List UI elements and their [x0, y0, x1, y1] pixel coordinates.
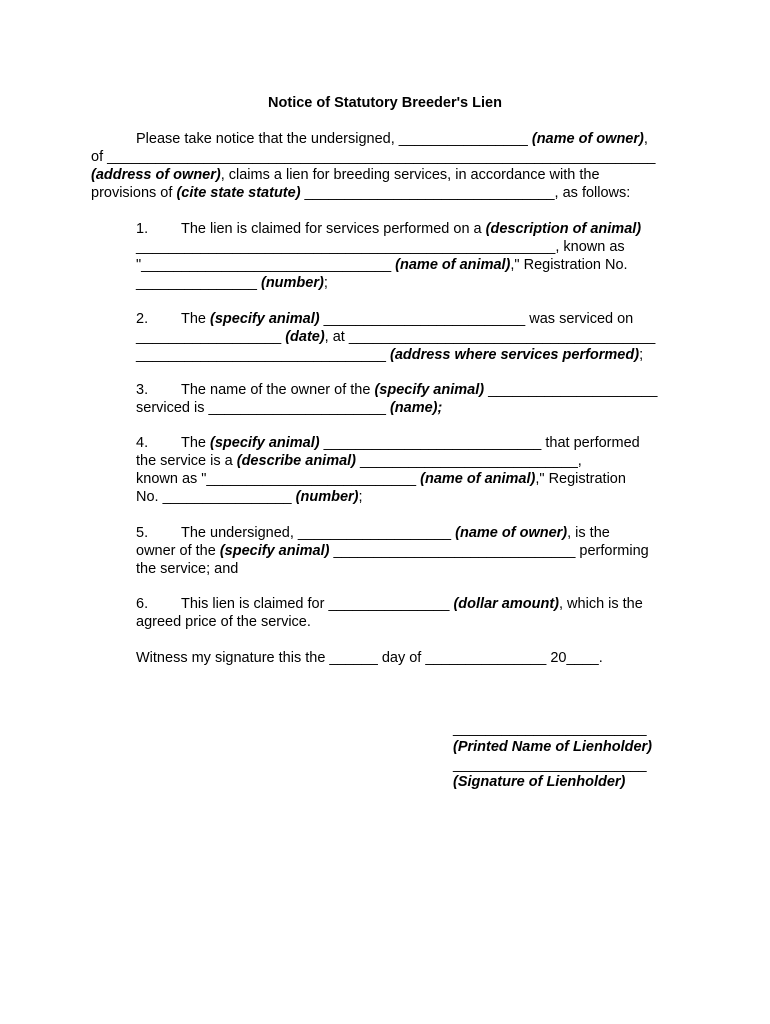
signature-label: (Signature of Lienholder): [453, 774, 626, 790]
item-text: The name of the owner of the: [181, 382, 375, 398]
item-2-line-2: [136, 328, 655, 346]
name-of-owner-label: (name of owner): [531, 131, 644, 147]
item-text: "_______________________________: [136, 257, 396, 273]
item-4-line-4: [136, 488, 363, 506]
item-text: ;: [323, 275, 328, 291]
item-5-line-2: [136, 542, 649, 560]
item-1-line-4: [136, 274, 328, 292]
describe-animal-label: (describe animal): [236, 453, 357, 469]
item-text: ______________________________ performing: [329, 543, 649, 559]
intro-text: _______________________________, as follows:: [300, 185, 631, 201]
item-text: The: [181, 311, 211, 327]
item-text: _______________________________: [136, 347, 391, 363]
item-number: 4.: [136, 435, 149, 451]
printed-name-line: ________________________: [453, 721, 647, 737]
item-text: serviced is ______________________: [136, 400, 390, 416]
intro-text: , claims a lien for breeding services, in accordance with the: [220, 167, 600, 183]
item-text: This lien is claimed for _______________: [181, 596, 454, 612]
name-of-animal-label: (name of animal): [420, 471, 536, 487]
item-text: the service is a: [136, 453, 237, 469]
item-text: , is the: [567, 525, 610, 541]
date-label: (date): [285, 329, 325, 345]
item-text: owner of the: [136, 543, 220, 559]
item-4-line-2: [136, 452, 582, 470]
item-text: __________________: [136, 329, 286, 345]
item-number: 2.: [136, 311, 149, 327]
item-2-line-3: [136, 346, 643, 364]
witness-line: Witness my signature this the ______ day of _______________ 20____.: [136, 650, 603, 666]
intro-text: ,: [643, 131, 648, 147]
item-5-line-1: [181, 524, 610, 542]
item-text: _____________________: [484, 382, 658, 398]
specify-animal-label: (specify animal): [374, 382, 485, 398]
specify-animal-label: (specify animal): [210, 311, 320, 327]
address-of-owner-label: (address of owner): [91, 167, 221, 183]
description-of-animal-label: (description of animal): [485, 221, 642, 237]
item-text: _______________: [136, 275, 261, 291]
item-1-line-2: ____________________________________________________, known as: [136, 239, 625, 255]
name-of-animal-label: (name of animal): [395, 257, 511, 273]
number-label: (number): [261, 275, 324, 291]
item-text: ___________________________ that performed: [319, 435, 640, 451]
item-2-line-1: [181, 310, 633, 328]
item-3-line-1: [181, 381, 657, 399]
item-5-line-3: the service; and: [136, 561, 239, 577]
signature-line: ________________________: [453, 757, 647, 773]
cite-state-statute-label: (cite state statute): [176, 185, 301, 201]
item-text: , which is the: [559, 596, 643, 612]
specify-animal-label: (specify animal): [210, 435, 320, 451]
item-4-line-1: [181, 434, 640, 452]
item-text: ," Registration No.: [510, 257, 628, 273]
address-where-services-performed-label: (address where services performed): [390, 347, 640, 363]
item-text: The: [181, 435, 211, 451]
item-3-line-2: [136, 399, 442, 417]
item-number: 1.: [136, 221, 149, 237]
intro-text: Please take notice that the undersigned, ________________: [136, 131, 532, 147]
document-title: Notice of Statutory Breeder's Lien: [268, 95, 502, 111]
item-text: The lien is claimed for services performed on a: [181, 221, 486, 237]
item-text: ," Registration: [535, 471, 626, 487]
intro-line-2: of ____________________________________________________________________: [91, 149, 656, 165]
item-4-line-3: [136, 470, 626, 488]
item-text: known as "__________________________: [136, 471, 421, 487]
item-number: 5.: [136, 525, 149, 541]
item-text: The undersigned, ___________________: [181, 525, 456, 541]
item-1-line-3: [136, 256, 628, 274]
intro-text: provisions of: [91, 185, 177, 201]
item-6-line-2: agreed price of the service.: [136, 614, 311, 630]
item-text: ;: [437, 400, 443, 416]
item-text: No. ________________: [136, 489, 296, 505]
intro-line-4: [91, 184, 630, 202]
name-of-owner-label: (name of owner): [455, 525, 568, 541]
intro-line-1: [136, 130, 648, 148]
item-1-line-1: [181, 220, 641, 238]
dollar-amount-label: (dollar amount): [453, 596, 559, 612]
specify-animal-label: (specify animal): [219, 543, 330, 559]
name-label: (name): [389, 400, 438, 416]
item-text: ___________________________,: [356, 453, 582, 469]
item-number: 3.: [136, 382, 149, 398]
item-text: ;: [358, 489, 363, 505]
item-6-line-1: [181, 595, 643, 613]
item-number: 6.: [136, 596, 149, 612]
intro-line-3: [91, 166, 600, 184]
number-label: (number): [295, 489, 359, 505]
item-text: _________________________ was serviced on: [319, 311, 634, 327]
item-text: ;: [639, 347, 644, 363]
item-text: , at ______________________________________: [324, 329, 656, 345]
printed-name-label: (Printed Name of Lienholder): [453, 739, 652, 755]
